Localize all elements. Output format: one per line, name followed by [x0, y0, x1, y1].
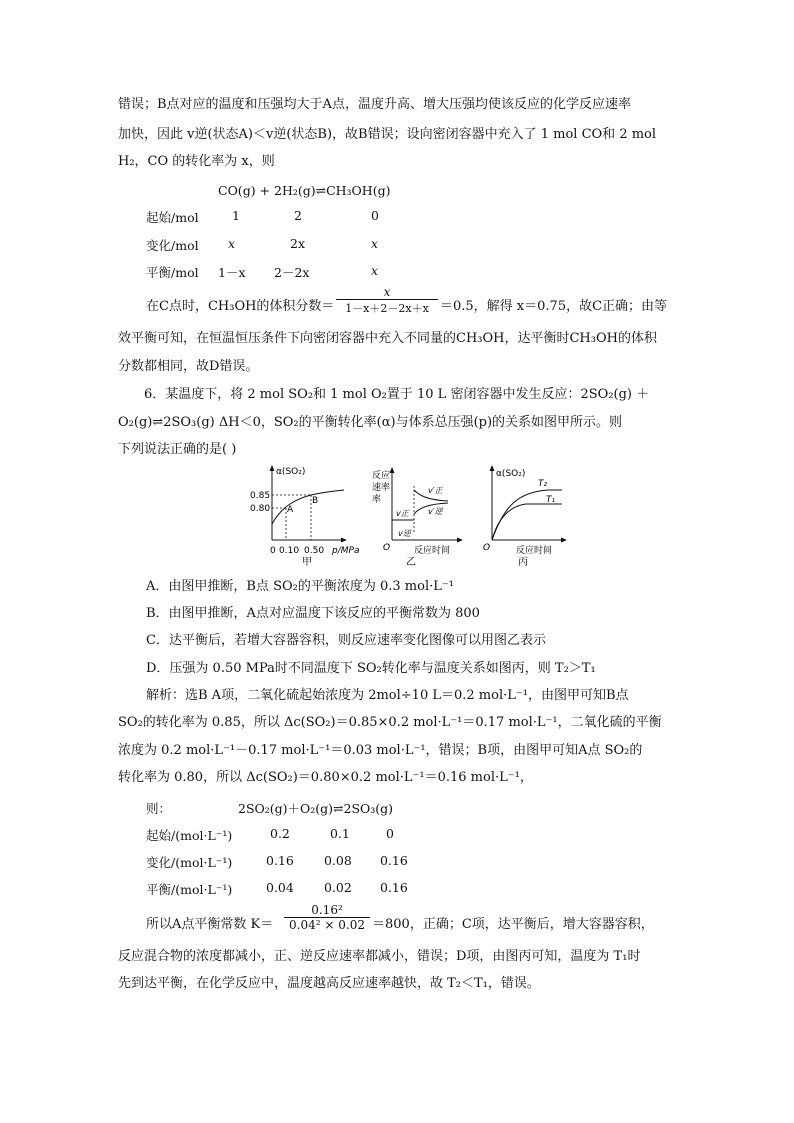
- eq2-row1-label: 起始/(mol·L⁻¹): [146, 828, 233, 843]
- yi-ylabel1: 反应: [372, 471, 391, 481]
- option-d: D．压强为 0.50 MPa时不同温度下 SO₂转化率与温度关系如图丙，则 T₂＞T₁: [146, 661, 596, 676]
- jiexi-line1: 解析：选B A项，二氧化硫起始浓度为 2mol÷10 L＝0.2 mol·L⁻¹，由图甲可知B点: [146, 688, 629, 703]
- yi-y-arrow: [390, 467, 395, 473]
- eq2-row3-a: 0.04: [266, 880, 294, 895]
- final-line3: 先到达平衡，在化学反应中，温度越高反应速率越快，故 T₂＜T₁，错误。: [118, 976, 540, 991]
- bing-x-arrow: [561, 538, 567, 543]
- jiexi-line2: SO₂的转化率为 0.85，所以 Δc(SO₂)＝0.85×0.2 mol·L⁻¹＝0.17 mol·L⁻¹，二氧化硫的平衡: [118, 715, 662, 730]
- jia-caption: 甲: [302, 557, 312, 568]
- figure-bing: [483, 465, 567, 568]
- bing-t1-curve: [492, 504, 562, 540]
- yi-v-forward-label: v正: [396, 509, 409, 518]
- yi-caption: 乙: [406, 557, 416, 568]
- yi-x-arrow: [457, 538, 463, 543]
- eq2-row1-c: 0: [386, 826, 394, 841]
- jiexi-line3: 浓度为 0.2 mol·L⁻¹－0.17 mol·L⁻¹＝0.03 mol·L⁻¹，错误；B项，由图甲可知A点 SO₂的: [118, 743, 643, 758]
- jia-x2: 0.50: [304, 546, 325, 556]
- eq1-row2-a: x: [228, 236, 236, 251]
- yi-xlabel: 反应时间: [414, 546, 451, 556]
- eq1-row1-b: 2: [294, 208, 302, 223]
- option-b: B．由图甲推断，A点对应温度下该反应的平衡常数为 800: [146, 606, 480, 621]
- yi-origin: O: [383, 543, 391, 553]
- bing-t2-label: T₂: [538, 479, 548, 489]
- eq2-row2-label: 变化/(mol·L⁻¹): [146, 855, 233, 870]
- eq1-row1-label: 起始/mol: [146, 210, 199, 225]
- eq1-row1-c: 0: [371, 208, 379, 223]
- eq2-header: 2SO₂(g)＋O₂(g)⇌2SO₃(g): [238, 801, 394, 816]
- para1-line3: H₂，CO 的转化率为 x，则: [118, 154, 275, 169]
- bing-origin: O: [483, 543, 491, 553]
- eq1-row2-b: 2x: [290, 236, 306, 251]
- figure-yi: [372, 467, 463, 568]
- final-line2: 反应混合物的浓度都减小，正、逆反应速率都减小，错误；D项，由图丙可知，温度为 T₁时: [118, 949, 641, 964]
- eq2-row3-label: 平衡/(mol·L⁻¹): [146, 882, 233, 897]
- para1-line2: 加快，因此 v逆(状态A)＜v逆(状态B)，故B错误；设向密闭容器中充入了 1 mol CO和 2 mol: [118, 127, 657, 142]
- jia-point-a: A: [287, 505, 294, 515]
- jia-x-arrow: [341, 538, 347, 543]
- eq1-row3-b: 2－2x: [274, 265, 310, 280]
- q6-line1: 6．某温度下，将 2 mol SO₂和 1 mol O₂置于 10 L 密闭容器中发生反应：2SO₂(g) ＋: [144, 387, 650, 402]
- jia-ylabel: α(SO₂): [276, 467, 306, 477]
- bing-caption: 丙: [518, 557, 528, 568]
- eq2-ze: 则：: [146, 801, 172, 816]
- bing-t1-label: T₁: [546, 495, 556, 505]
- yi-v-reverse-label: v逆: [398, 529, 411, 538]
- figure-group: [248, 462, 578, 574]
- jia-y2: 0.80: [250, 504, 271, 514]
- volume-fraction-numerator: x: [383, 285, 391, 299]
- eq2-row3-c: 0.16: [380, 880, 408, 895]
- eq1-row3-label: 平衡/mol: [146, 265, 199, 280]
- eq2-row2-a: 0.16: [266, 853, 294, 868]
- eq2-row2-b: 0.08: [324, 853, 352, 868]
- jia-y1: 0.85: [250, 491, 271, 501]
- yi-v-forward2-label: v′正: [428, 486, 443, 495]
- bing-ylabel: α(SO₂): [496, 469, 526, 479]
- para2-line1-pre: 在C点时，CH₃OH的体积分数＝: [146, 299, 335, 314]
- k-fraction-numerator: 0.16²: [311, 903, 343, 917]
- jia-point-b: B: [312, 496, 319, 506]
- para2-line2: 效平衡可知，在恒温恒压条件下向密闭容器中充入不同量的CH₃OH，达平衡时CH₃OH的体积: [118, 331, 657, 346]
- eq2-row1-b: 0.1: [330, 826, 350, 841]
- yi-v-reverse2-label: v′逆: [428, 507, 443, 516]
- eq2-row2-c: 0.16: [380, 853, 408, 868]
- eq1-row3-c: x: [371, 263, 379, 278]
- q6-line2: O₂(g)⇌2SO₃(g) ΔH＜0，SO₂的平衡转化率(α)与体系总压强(p)的关系如图甲所示。则: [118, 415, 623, 430]
- jia-x1: 0.10: [279, 546, 300, 556]
- para1-line1: 错误；B点对应的温度和压强均大于A点，温度升高、增大压强均使该反应的化学反应速率: [118, 97, 631, 112]
- volume-fraction-denominator: 1－x＋2－2x＋x: [345, 302, 429, 315]
- k-fraction-denominator: 0.04² × 0.02: [289, 918, 365, 932]
- eq1-row3-a: 1－x: [218, 265, 246, 280]
- eq1-row1-a: 1: [232, 208, 240, 223]
- option-a: A．由图甲推断，B点 SO₂的平衡浓度为 0.3 mol·L⁻¹: [146, 579, 454, 594]
- q6-line3: 下列说法正确的是( ): [118, 442, 237, 457]
- jia-xlabel: p/MPa: [332, 546, 360, 556]
- figure-jia: [250, 465, 359, 568]
- eq1-row2-c: x: [371, 236, 379, 251]
- eq1-row2-label: 变化/mol: [146, 238, 199, 253]
- bing-xlabel: 反应时间: [516, 546, 553, 556]
- option-c: C．达平衡后，若增大容器容积，则反应速率变化图像可以用图乙表示: [146, 633, 546, 648]
- final-line1-post: ＝800，正确；C项，达平衡后，增大容器容积，: [372, 917, 654, 932]
- final-line1-pre: 所以A点平衡常数 K＝: [146, 917, 274, 932]
- jia-y-arrow: [270, 465, 275, 471]
- k-fraction: [284, 903, 370, 932]
- jiexi-line4: 转化率为 0.80，所以 Δc(SO₂)＝0.80×0.2 mol·L⁻¹＝0.16 mol·L⁻¹，: [118, 770, 533, 785]
- eq2-row3-b: 0.02: [324, 880, 352, 895]
- bing-y-arrow: [490, 465, 495, 471]
- eq1-header: CO(g) + 2H₂(g)⇌CH₃OH(g): [218, 183, 391, 198]
- yi-ylabel3: 率: [372, 495, 382, 505]
- yi-ylabel2: 速率: [372, 483, 391, 493]
- volume-fraction: [336, 285, 438, 316]
- jia-x0: 0: [270, 546, 276, 556]
- eq2-row1-a: 0.2: [270, 826, 290, 841]
- para2-line1-post: ＝0.5，解得 x＝0.75，故C正确；由等: [440, 299, 668, 314]
- para2-line3: 分数都相同，故D错误。: [118, 359, 259, 374]
